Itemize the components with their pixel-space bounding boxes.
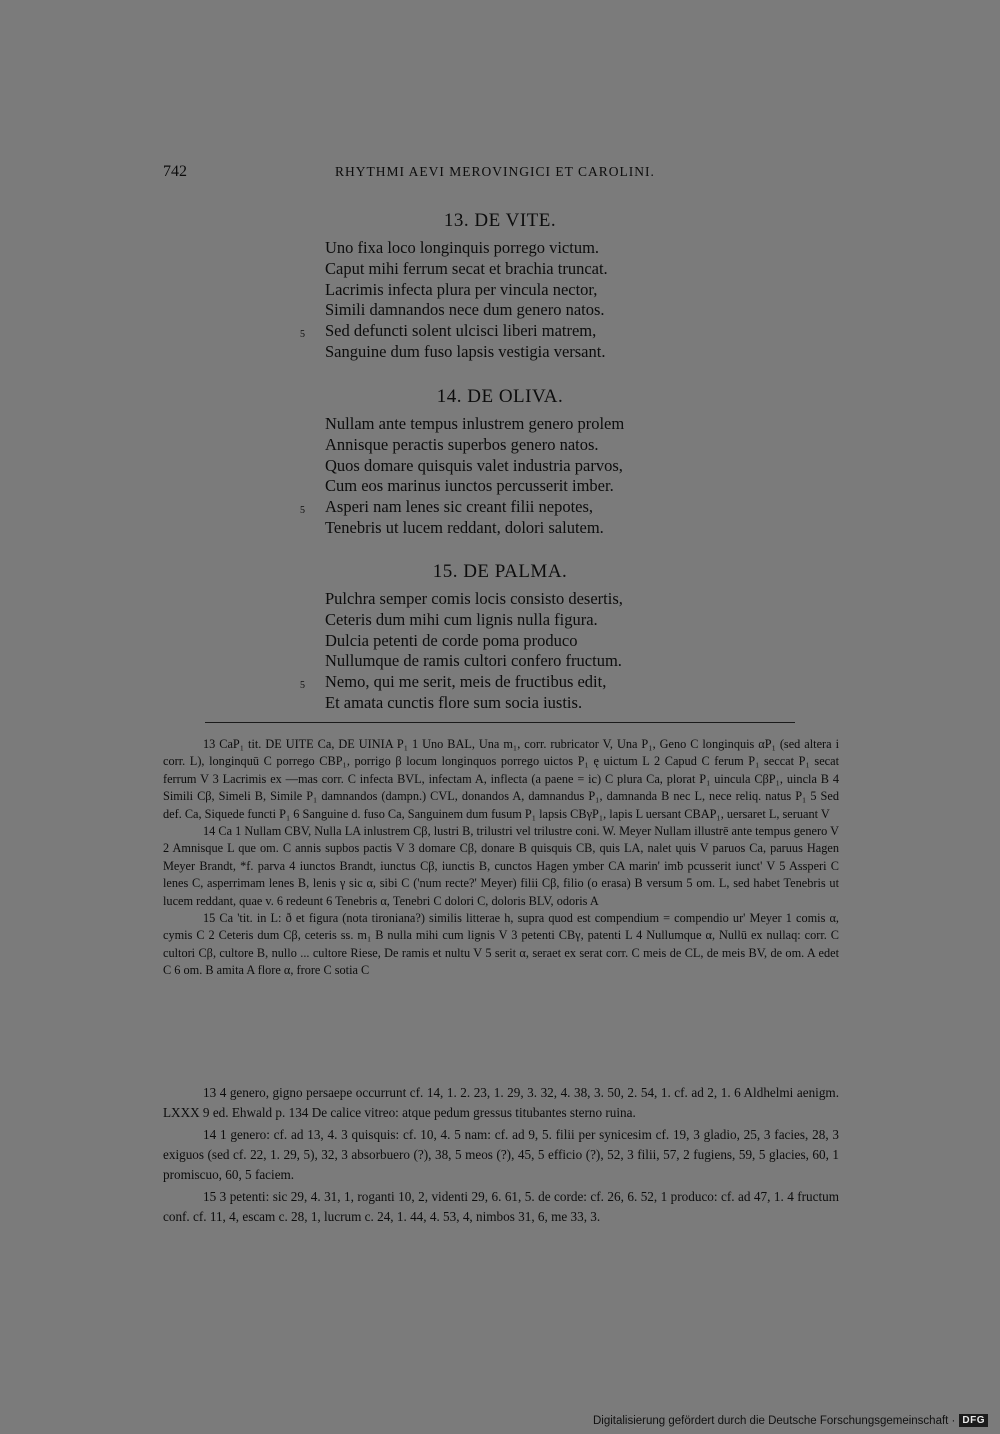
note-entry: 13 4 genero, gigno persaepe occurrunt cf. 14, 1. 2. 23, 1. 29, 3. 32, 4. 38, 3. 50, 2. 54, 1. cf. ad 2, 1. 6 Aldhelmi aenigm. LXXX 9 ed. Ehwald p. 134 De calice vitreo: atque pedum gressus titubantes sterno ruina. [163, 1085, 839, 1120]
poem-title: 13. DE VITE. [443, 210, 557, 231]
poem-de-vite [300, 210, 720, 363]
verse-line: Pulchra semper comis locis consisto desertis, [325, 589, 623, 608]
line-number: 5 [300, 329, 305, 341]
verse-line: Sanguine dum fuso lapsis vestigia versant. [325, 341, 606, 361]
verse-line: Lacrimis infecta plura per vincula nector, [325, 279, 598, 299]
apparatus-entry: 14 Ca 1 Nullam CBV, Nulla LA inlustrem Cβ, lustri B, trilustri vel trilustre coni. W. Meyer Nullam illustrē ante tempus genero V 2 Amnisque L que om. C annis supbos pactis V 3 domare Cβ, donare B quisquis CB, quis LA, nalet ųuis V paruos Ca, paruus Hagen Meyer Brandt, *f. parva 4 iunctos Brandt, iunctus Cβ, iunctis B, cunctos Hagen ymber CA marin' imƀ pcusserit iunct' V 5 Assperi C lenes C, asperrimam lenes B, lenis γ sic α, sibi C ('num recte?' Meyer) filii Cβ, filio (o erasa) B versum 5 om. L, sed habet Tenebris ut lucem reddant, quae v. 6 redeunt 6 Tenebris α, Tenebri C dolori C, doloris BLV, odoris A [163, 824, 839, 908]
verse-line: 5 Nemo, qui me serit, meis de fructibus edit, [300, 672, 720, 693]
verse-line: 5 Sed defuncti solent ulcisci liberi matrem, [300, 321, 720, 342]
apparatus-entry: 13 CaP₁ tit. DE UITE Ca, DE UINIA P₁ 1 Uno BAL, Una m₁, corr. rubricator V, Una P₁, Geno C longinquis αP₁ (sed altera i corr. L), longinquū C porrego CBP₁, porrigo β locum longinquos porrego uictos P₁ ę uictum L 2 Capud C ferum P₁ seccat P₁ secat ferrum V 3 Lacrimis ex —mas corr. C infecta BVL, infectam A, inflecta (a paene = ic) C plura Ca, plorat P₁ uincula CβP₁, uincla B 4 Simili Cβ, Simeli B, Simile P₁ damnandos (dampn.) CVL, donandos A, damnandus P₁, damnanda B nec L, nece reliq. natus P₁ 5 Sed def. Ca, Siquede functi P₁ 6 Sanguine d. fuso Ca, Sanguinem dum fusum P₁ lapsis CBγP₁, lapis L uersant CBAP₁, uersaret L, seruant V [163, 737, 839, 821]
page-number: 742 [163, 163, 187, 180]
poem-title: 14. DE OLIVA. [436, 386, 564, 407]
poem-title: 15. DE PALMA. [432, 561, 568, 582]
poem-de-oliva [300, 386, 720, 539]
verse-line: Caput mihi ferrum secat et brachia truncat. [325, 258, 608, 278]
running-title: RHYTHMI AEVI MEROVINGICI ET CAROLINI. [335, 164, 655, 179]
verse-line: Annisque peractis superbos genero natos. [325, 434, 599, 454]
verse-line: Nullam ante tempus inlustrem genero prolem [325, 414, 625, 433]
page-header [163, 163, 839, 185]
apparatus-entry: 15 Ca 'tit. in L: ð et figura (nota tironiana?) similis litterae h, supra quod est compendium = compendio ur' Meyer 1 comis α, cymis C 2 Ceteris dum Cβ, ceteris ss. m₁ B nulla mihi cum lignis V 3 petenti CBγ, patenti L 4 Nullumque α, Nullū ex nullaq: corr. C cultori Cβ, cultore B, nullo ... cultore Riese, De ramis et nultu V 5 serit α, seraet ex serat corr. C meis de CL, de meis BV, de om. A edet C 6 om. B amita A flore α, frore C sotia C [163, 911, 839, 978]
note-entry: 14 1 genero: cf. ad 13, 4. 3 quisquis: cf. 10, 4. 5 nam: cf. ad 9, 5. filii per synicesim cf. 19, 3 gladio, 25, 3 facies, 28, 3 exiguos (sed cf. 22, 1. 29, 5), 32, 3 absorbuero (?), 38, 5 meos (?), 45, 5 efficio (?), 52, 3 filii, 57, 2 fugiens, 59, 5 glacies, 60, 1 promiscuo, 60, 5 faciem. [163, 1127, 839, 1182]
critical-apparatus [163, 736, 839, 980]
line-number: 5 [300, 680, 305, 692]
verse-line: Dulcia petenti de corde poma produco [325, 630, 578, 650]
funding-footer [593, 1414, 988, 1427]
commentary-notes [163, 1083, 839, 1229]
verse-line: Tenebris ut lucem reddant, dolori salutem. [325, 517, 604, 537]
line-number: 5 [300, 505, 305, 517]
verse-line: Uno fixa loco longinquis porrego victum. [325, 238, 600, 257]
footer-text: Digitalisierung gefördert durch die Deutsche Forschungsgemeinschaft · [592, 1414, 956, 1427]
poem-de-palma [300, 561, 720, 714]
verse-line: Simili damnandos nece dum genero natos. [325, 300, 605, 320]
verse-line: Cum eos marinus iunctos percusserit imber. [325, 476, 614, 496]
note-entry: 15 3 petenti: sic 29, 4. 31, 1, roganti 10, 2, videnti 29, 6. 61, 5. de corde: cf. 26, 6. 52, 1 produco: cf. ad 47, 1. 4 fructum conf. cf. 11, 4, escam c. 28, 1, lucrum c. 24, 1. 44, 4. 53, 4, nimbos 31, 6, me 33, 3. [163, 1189, 839, 1224]
verse-line: Nullumque de ramis cultori confero fructum. [325, 651, 622, 671]
dfg-logo-icon: DFG [959, 1414, 988, 1427]
verse-line: 5 Asperi nam lenes sic creant filii nepotes, [300, 497, 720, 518]
verse-line: Quos domare quisquis valet industria parvos, [325, 455, 623, 475]
separator-rule [205, 722, 795, 723]
verse-line: Et amata cunctis flore sum socia iustis. [325, 692, 583, 712]
verse-line: Ceteris dum mihi cum lignis nulla figura. [325, 609, 598, 629]
